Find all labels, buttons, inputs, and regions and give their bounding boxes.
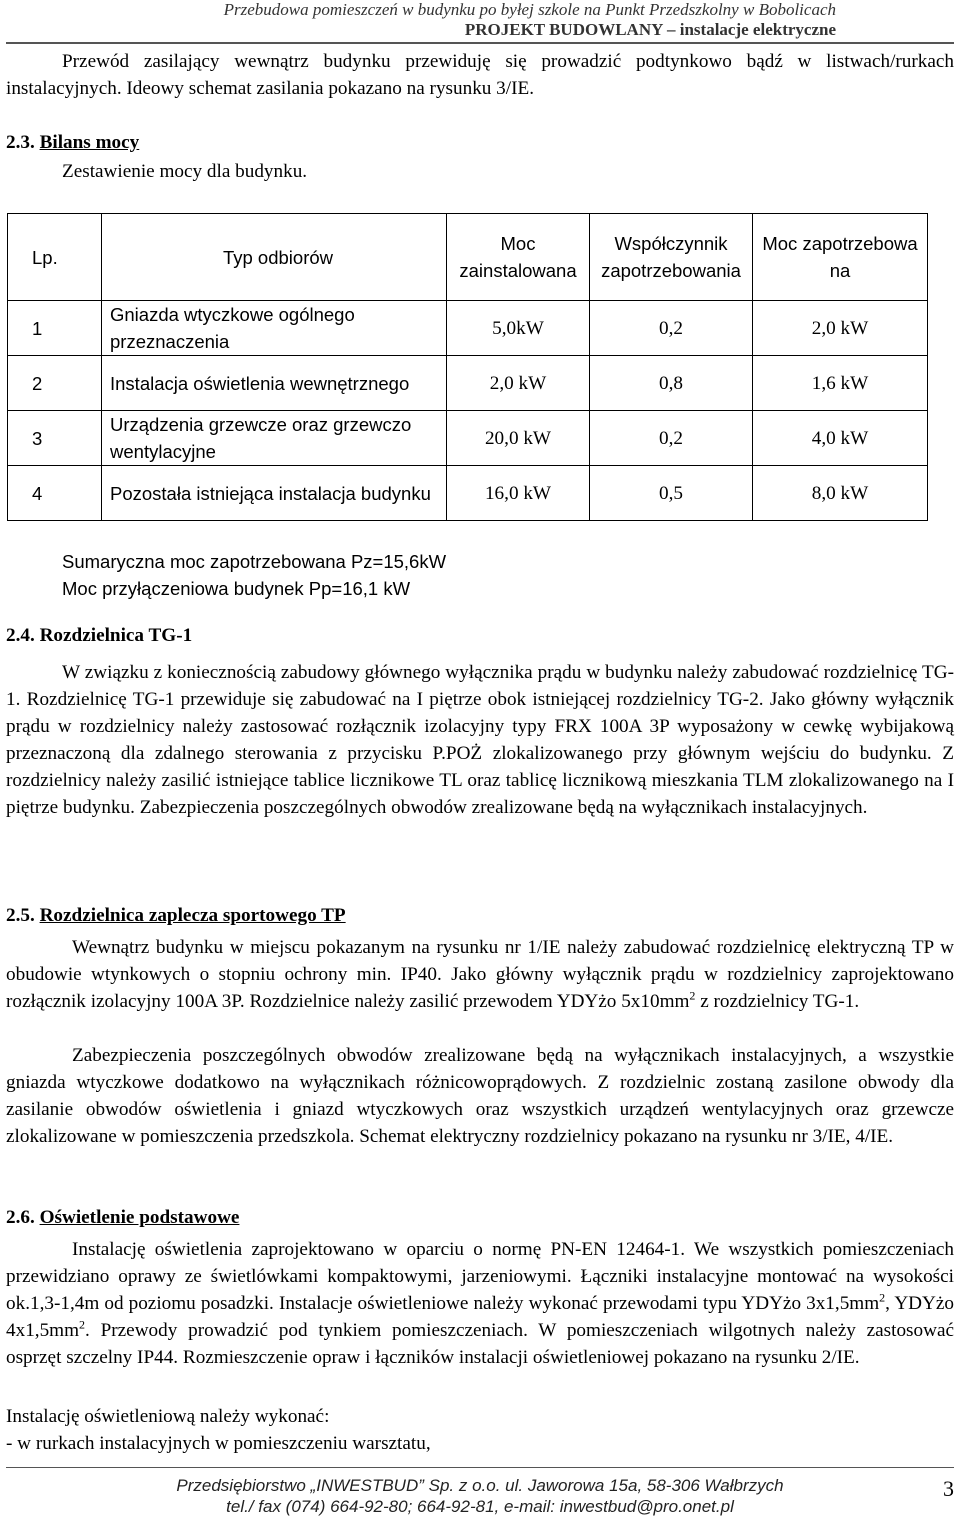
page-number: 3 bbox=[943, 1476, 954, 1501]
cell-moc-zainstalowana: 16,0 kW bbox=[447, 466, 590, 521]
superscript: 2 bbox=[879, 1290, 886, 1305]
header-lp: Lp. bbox=[8, 214, 102, 301]
summary-demand-power: Sumaryczna moc zapotrzebowana Pz=15,6kW bbox=[62, 551, 447, 572]
section-number: 2.4. bbox=[6, 625, 35, 646]
table-row bbox=[8, 411, 928, 466]
cell-lp: 4 bbox=[8, 466, 102, 521]
footer-contact: tel./ fax (074) 664-92-80; 664-92-81, e-mail: inwestbud@pro.onet.pl bbox=[226, 1497, 734, 1516]
cell-moc-zainstalowana: 20,0 kW bbox=[447, 411, 590, 466]
intro-paragraph: Przewód zasilający wewnątrz budynku przewiduję się prowadzić podtynkowo bądź w listwach/rurkach instalacyjnych. Ideowy schemat zasilania pokazano na rysunku 3/IE. bbox=[6, 51, 954, 99]
cell-lp: 3 bbox=[8, 411, 102, 466]
header-moc-zapotrzebowana: Moc zapotrzebowa na bbox=[753, 214, 928, 301]
section-2-6-heading bbox=[6, 1204, 954, 1231]
text-run: Wewnątrz budynku w miejscu pokazanym na rysunku nr 1/IE należy zabudować rozdzielnicę elektryczną TP w obudowie wtynkowych o stopniu ochrony min. IP40. Jako główny wyłącznik prądu w rozdzielnicy zaprojektowano rozłącznik izolacyjny 100A 3P. Rozdzielnice należy zasilić przewodem YDYżo 5x10mm bbox=[6, 937, 954, 1012]
summary-connection-power: Moc przyłączeniowa budynek Pp=16,1 kW bbox=[62, 578, 411, 599]
table-row bbox=[8, 356, 928, 411]
footer-divider bbox=[6, 1467, 954, 1468]
section-2-5-paragraph-2: Zabezpieczenia poszczególnych obwodów zrealizowane będą na wyłącznikach instalacyjnych, a wszystkie gniazda wtyczkowe dodatkowo na wyłącznikach różnicowoprądowych. Z rozdzielnic zostaną zasilone obwody dla zasilanie obwodów oświetlenia i gniazd wtyczkowych oraz wszystkich urządzeń wentylacyjnych oraz grzewcze zlokalizowane w pomieszczenia przedszkola. Schemat elektryczny rozdzielnicy pokazano na rysunku nr 3/IE, 4/IE. bbox=[6, 1045, 954, 1147]
cell-moc-zainstalowana: 5,0kW bbox=[447, 301, 590, 356]
cell-typ: Instalacja oświetlenia wewnętrznego bbox=[102, 356, 447, 411]
section-number: 2.3. bbox=[6, 132, 35, 153]
header-divider bbox=[6, 42, 954, 44]
cell-typ: Pozostała istniejąca instalacja budynku bbox=[102, 466, 447, 521]
section-2-5-heading bbox=[6, 902, 954, 929]
header-typ: Typ odbiorów bbox=[102, 214, 447, 301]
table-row bbox=[8, 301, 928, 356]
header-moc-zainstalowana: Moc zainstalowana bbox=[447, 214, 590, 301]
cell-wspolczynnik: 0,2 bbox=[590, 411, 753, 466]
section-title: Rozdzielnica TG-1 bbox=[39, 625, 193, 646]
section-number: 2.6. bbox=[6, 1207, 35, 1228]
section-2-5-paragraph-1 bbox=[6, 934, 954, 1015]
header-project-title: Przebudowa pomieszczeń w budynku po byłej szkole na Punkt Przedszkolny w Bobolicach bbox=[223, 0, 836, 19]
page-footer bbox=[0, 1475, 960, 1517]
section-2-6-paragraph-1 bbox=[6, 1236, 954, 1371]
section-2-6-list-item: - w rurkach instalacyjnych w pomieszczeniu warsztatu, bbox=[6, 1433, 431, 1454]
cell-typ: Urządzenia grzewcze oraz grzewczo wentylacyjne bbox=[102, 411, 447, 466]
table-header-row bbox=[8, 214, 928, 301]
text-run: z rozdzielnicy TG-1. bbox=[695, 991, 860, 1012]
cell-moc-zainstalowana: 2,0 kW bbox=[447, 356, 590, 411]
section-2-4-heading bbox=[6, 622, 954, 649]
section-number: 2.5. bbox=[6, 905, 35, 926]
cell-wspolczynnik: 0,5 bbox=[590, 466, 753, 521]
header-wspolczynnik: Współczynnik zapotrzebowania bbox=[590, 214, 753, 301]
table-row bbox=[8, 466, 928, 521]
header-project-type: PROJEKT BUDOWLANY – instalacje elektryczne bbox=[464, 20, 836, 39]
cell-moc-zapotrzebowana: 1,6 kW bbox=[753, 356, 928, 411]
section-title: Rozdzielnica zaplecza sportowego TP bbox=[39, 905, 346, 926]
superscript: 2 bbox=[689, 988, 696, 1003]
text-run: . Przewody prowadzić pod tynkiem pomieszczeniach. W pomieszczeniach wilgotnych należy zastosować osprzęt szczelny IP44. Rozmieszczenie opraw i łączników instalacji oświetleniowej pokazano na rysunku 2/IE. bbox=[6, 1320, 954, 1368]
text-run: Instalację oświetlenia zaprojektowano w oparciu o normę PN-EN 12464-1. We wszystkich pomieszczeniach przewidziano oprawy ze świetlówkami kompaktowymi, jarzeniowymi. Łączniki instalacyjne montować na wysokości ok.1,3-1,4m od poziomu posadzki. Instalacje oświetleniowe należy wykonać przewodami typu YDYżo 3x1,5mm bbox=[6, 1239, 954, 1314]
cell-typ: Gniazda wtyczkowe ogólnego przeznaczenia bbox=[102, 301, 447, 356]
section-2-3-subtitle: Zestawienie mocy dla budynku. bbox=[62, 161, 308, 182]
power-balance-table bbox=[7, 213, 928, 521]
footer-company-address: Przedsiębiorstwo „INWESTBUD” Sp. z o.o. ul. Jaworowa 15a, 58-306 Wałbrzych bbox=[176, 1476, 784, 1495]
cell-wspolczynnik: 0,2 bbox=[590, 301, 753, 356]
section-2-4-paragraph: W związku z koniecznością zabudowy głównego wyłącznika prądu w budynku należy zabudować rozdzielnicę TG-1. Rozdzielnicę TG-1 przewiduje się zabudować na I piętrze obok istniejącej rozdzielnicy TG-2. Jako główny wyłącznik prądu w rozdzielnicy należy zastosować rozłącznik izolacyjny typy FRX 100A 3P wyposażony w cewkę wybijakową przeznaczoną dla zdalnego sterowania z przycisku P.POŻ zlokalizowanego przy głównym wejściu do budynku. Z rozdzielnicy należy zasilić istniejące tablice licznikowe TL oraz tablicę licznikową mieszkania TLM zlokalizowanego na I piętrze budynku. Zabezpieczenia poszczególnych obwodów zrealizowane będą na wyłącznikach instalacyjnych. bbox=[6, 662, 954, 818]
cell-wspolczynnik: 0,8 bbox=[590, 356, 753, 411]
section-title: Oświetlenie podstawowe bbox=[39, 1207, 240, 1228]
section-2-3-heading bbox=[6, 129, 954, 156]
section-2-6-paragraph-2: Instalację oświetleniową należy wykonać: bbox=[6, 1406, 330, 1427]
cell-lp: 2 bbox=[8, 356, 102, 411]
cell-moc-zapotrzebowana: 4,0 kW bbox=[753, 411, 928, 466]
cell-lp: 1 bbox=[8, 301, 102, 356]
cell-moc-zapotrzebowana: 8,0 kW bbox=[753, 466, 928, 521]
text-run: , YDYżo 4x1,5mm bbox=[6, 1293, 955, 1341]
page-header bbox=[224, 0, 836, 40]
section-title: Bilans mocy bbox=[39, 132, 140, 153]
superscript: 2 bbox=[79, 1317, 86, 1332]
cell-moc-zapotrzebowana: 2,0 kW bbox=[753, 301, 928, 356]
